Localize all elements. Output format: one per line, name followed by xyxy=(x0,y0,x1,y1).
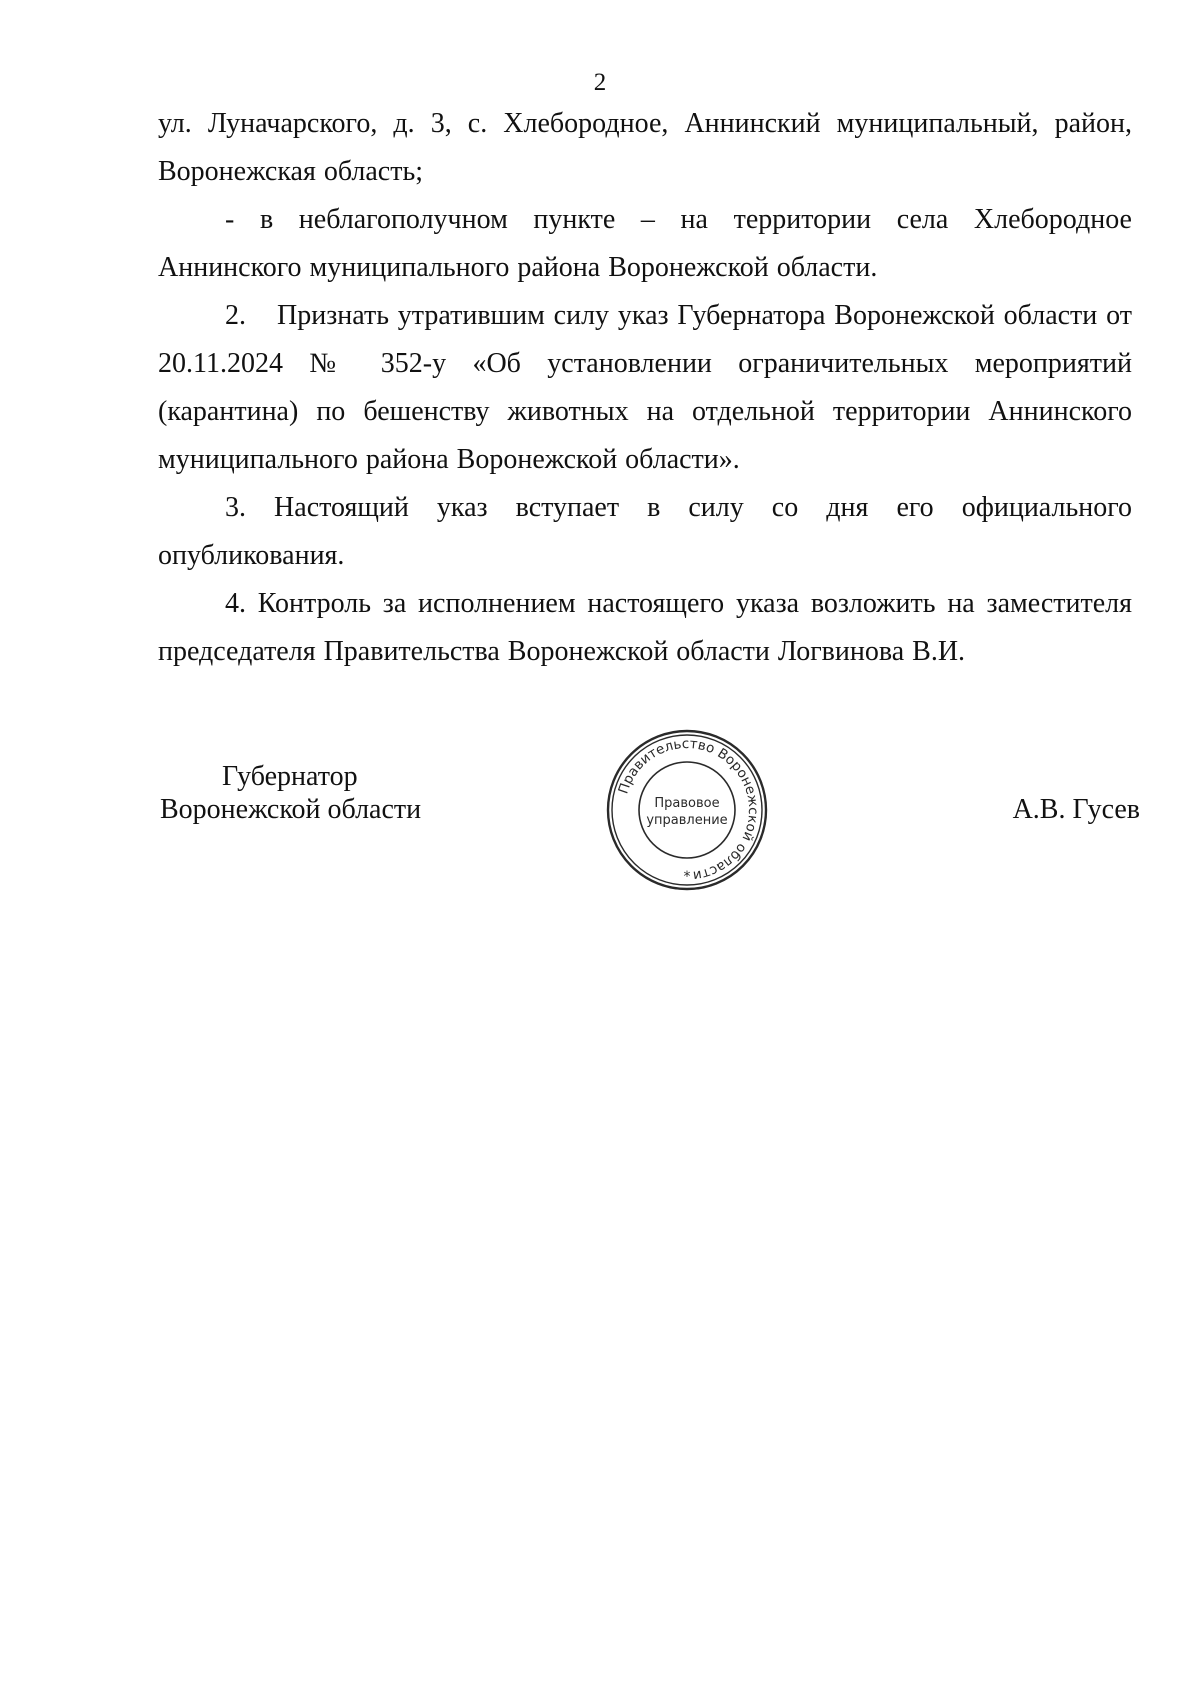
stamp-inner-line2: управление xyxy=(646,813,728,828)
signatory-title xyxy=(160,760,460,826)
stamp-star: * xyxy=(683,869,691,885)
paragraph-address: ул. Луначарского, д. 3, с. Хлебородное, Аннинский муниципальный, район, Воронежская область; xyxy=(158,108,1132,187)
paragraph-item-2-text: Признать утратившим силу указ Губернатора Воронежской области от 20.11.2024 № 352-у «Об установлении ограничительных мероприятий (карантина) по бешенству животных на отдельной территории Аннинского муниципального района Воронежской области». xyxy=(158,300,1132,475)
stamp-inner-line1: Правовое xyxy=(654,796,720,811)
paragraph-item-2 xyxy=(158,292,1132,484)
page-number: 2 xyxy=(593,69,607,96)
official-stamp xyxy=(604,727,770,893)
signatory-name: А.В. Гусев xyxy=(1012,794,1140,825)
paragraph-item-2-number: 2. xyxy=(225,300,246,331)
paragraph-unfavorable-point: - в неблагополучном пункте – на территории села Хлебородное Аннинского муниципального района Воронежской области. xyxy=(158,204,1132,283)
signatory-title-line2: Воронежской области xyxy=(160,794,422,825)
signatory-title-line1: Губернатор xyxy=(222,761,358,792)
paragraph-item-3: 3. Настоящий указ вступает в силу со дня его официального опубликования. xyxy=(158,492,1132,571)
document-body xyxy=(158,100,1132,676)
paragraph-item-4: 4. Контроль за исполнением настоящего указа возложить на заместителя председателя Правительства Воронежской области Логвинова В.И. xyxy=(158,588,1132,667)
stamp-outer-textpath: Правительство Воронежской области xyxy=(615,735,762,884)
